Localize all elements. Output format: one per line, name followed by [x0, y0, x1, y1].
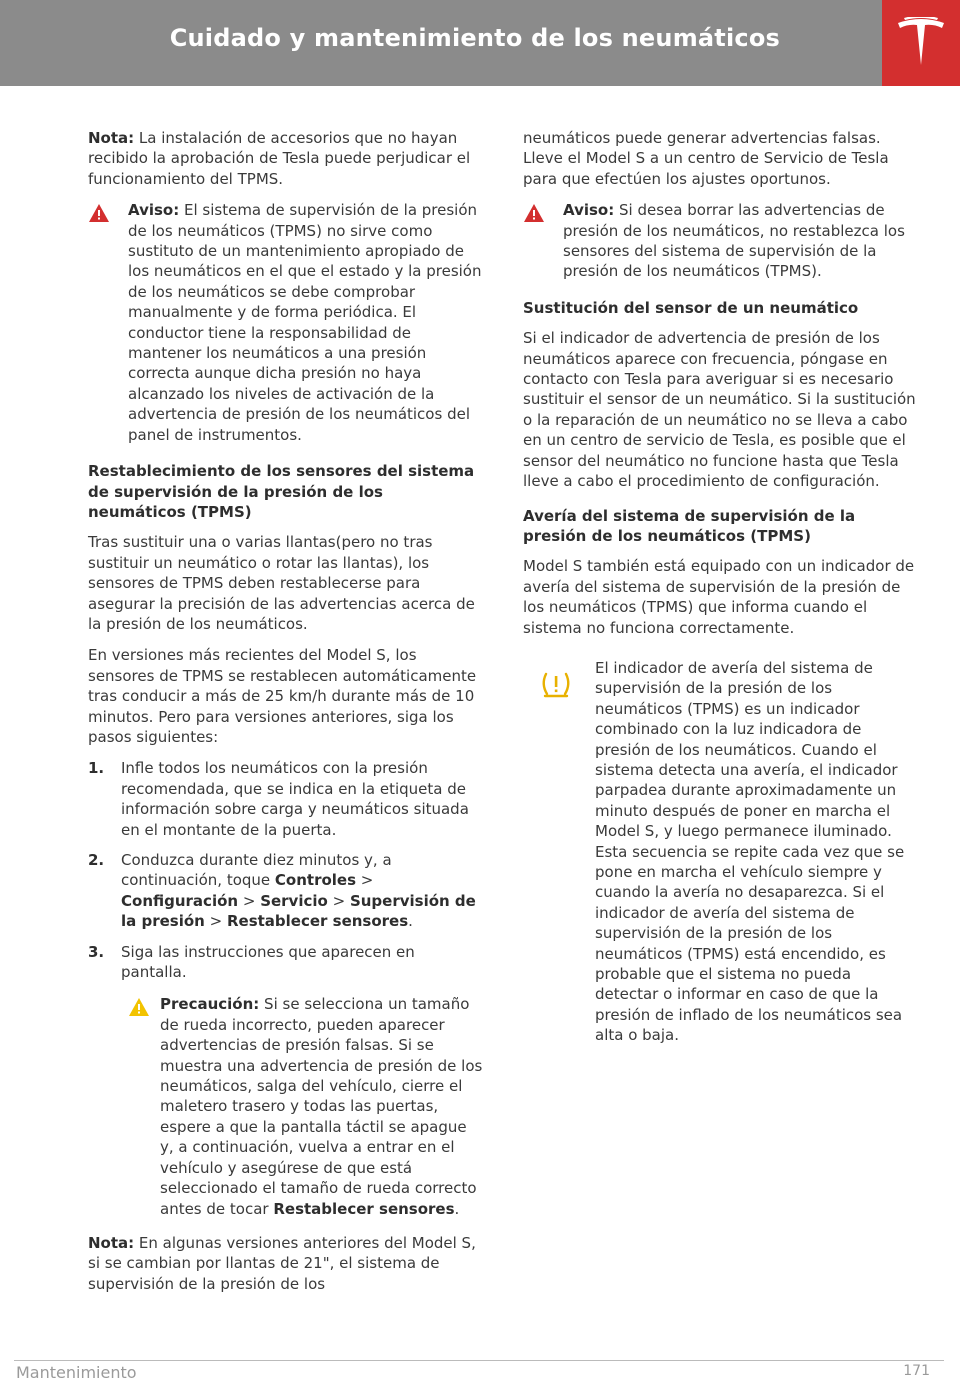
tesla-logo-box [882, 0, 960, 86]
warning-text: Si desea borrar las advertencias de presión de los neumáticos, no restablezca los sensores del sistema de supervisión de la presión de los neumáticos (TPMS). [563, 201, 905, 281]
reset-sensors-heading: Restablecimiento de los sensores del sistema de supervisión de la presión de los neumáticos (TPMS) [88, 462, 475, 521]
warning-triangle-icon [88, 203, 110, 223]
tpms-fault-heading: Avería del sistema de supervisión de la presión de los neumáticos (TPMS) [523, 506, 856, 545]
menu-path-configuracion: Configuración [121, 891, 239, 910]
note-label: Nota: [88, 1233, 135, 1252]
caution-bold-action: Restablecer sensores [273, 1199, 455, 1218]
warning-triangle-icon [523, 203, 545, 223]
path-separator: > [356, 871, 374, 890]
left-column [88, 128, 484, 1305]
caution-wheel-size [88, 994, 484, 1218]
caution-text: Si se selecciona un tamaño de rueda incorrecto, pueden aparecer advertencias de presión falsas. Si se muestra una advertencia de presión de los neumáticos, salga del vehículo, cierre el maletero trasero y todas las puertas, espere a que la pantalla táctil se apague y, a continuación, vuelva a entrar en el vehículo y asegúrese de que está seleccionado el tamaño de rueda correcto antes de tocar [160, 995, 483, 1218]
menu-path-servicio: Servicio [260, 891, 328, 910]
continued-paragraph: neumáticos puede generar advertencias falsas. Lleve el Model S a un centro de Servicio de Tesla para que efectúen los ajustes oportunos. [523, 129, 889, 188]
path-separator: > [238, 891, 261, 910]
tpms-fault-indicator-block [523, 658, 917, 1046]
header-bar [0, 0, 882, 86]
footer-page-number: 171 [903, 1363, 930, 1379]
step-end: . [408, 912, 413, 931]
tpms-warning-icon [539, 670, 573, 700]
sensor-replacement-paragraph: Si el indicador de advertencia de presión de los neumáticos aparece con frecuencia, póngase en contacto con Tesla para averiguar si es necesario sustituir el sensor de un neumático. Si la sustitución o la reparación de un neumático no se lleva a cabo en un centro de servicio de Tesla, es posible que el sensor del neumático no funcione hasta que Tesla lleve a cabo el procedimiento de configuración. [523, 329, 916, 491]
menu-path-supervision: Supervisión de la presión [121, 891, 476, 931]
list-item [88, 758, 484, 840]
list-item [88, 850, 484, 932]
path-separator: > [327, 891, 350, 910]
tpms-fault-paragraph: Model S también está equipado con un indicador de avería del sistema de supervisión de la presión de los neumáticos (TPMS) que informa cuando el sistema no funciona correctamente. [523, 557, 915, 637]
step-number: 2. [88, 851, 105, 869]
right-column [523, 128, 917, 1046]
note-21-inch [88, 1233, 484, 1294]
path-separator: > [204, 912, 227, 931]
step-number: 1. [88, 759, 105, 778]
warning-tpms-maintenance [88, 200, 484, 445]
footer-section-name: Mantenimiento [16, 1363, 137, 1382]
step-number: 3. [88, 942, 105, 961]
reset-paragraph-2: En versiones más recientes del Model S, los sensores de TPMS se restablecen automáticamente tras conducir a más de 25 km/h durante más de 10 minutos. Pero para versiones anteriores, siga los pasos siguientes: [88, 646, 477, 746]
step-text: Infle todos los neumáticos con la presión recomendada, que se indica en la etiqueta de información sobre carga y neumáticos situada en el montante de la puerta. [121, 759, 469, 839]
reset-paragraph-1: Tras sustituir una o varias llantas(pero no tras sustituir un neumático o rotar las llantas), los sensores de TPMS deben restablecerse para asegurar la precisión de las advertencias acerca de la presión de los neumáticos. [88, 533, 475, 633]
step-text: Siga las instrucciones que aparecen en pantalla. [121, 942, 415, 982]
warning-label: Aviso: [563, 201, 615, 220]
warning-text: El sistema de supervisión de la presión de los neumáticos (TPMS) no sirve como sustituto de un mantenimiento apropiado de los neumáticos en el que el estado y la presión de los neumáticos se debe comprobar manualmente y de forma periódica. El conductor tiene la responsabilidad de mantener los neumáticos a una presión correcta aunque dicha presión no haya alcanzado los niveles de activación de la advertencia de presión de los neumáticos del panel de instrumentos. [128, 201, 482, 444]
note-accessories [88, 128, 484, 189]
sensor-replacement-heading: Sustitución del sensor de un neumático [523, 298, 859, 317]
caution-label: Precaución: [160, 995, 260, 1014]
footer-divider [14, 1360, 944, 1361]
note-label: Nota: [88, 129, 135, 147]
warning-label: Aviso: [128, 201, 180, 220]
step-text: Conduzca durante diez minutos y, a continuación, toque [121, 851, 392, 890]
warning-clear-alerts [523, 200, 917, 282]
note-text: La instalación de accesorios que no hayan recibido la aprobación de Tesla puede perjudicar el funcionamiento del TPMS. [88, 129, 471, 188]
note-text: En algunas versiones anteriores del Model S, si se cambian por llantas de 21", el sistema de supervisión de la presión de los [88, 1233, 476, 1293]
menu-path-controles: Controles [274, 871, 357, 890]
page-title: Cuidado y mantenimiento de los neumáticos [169, 24, 780, 52]
caution-triangle-icon [128, 997, 150, 1017]
tesla-logo-icon [896, 17, 946, 69]
caution-end: . [454, 1199, 460, 1218]
tpms-fault-indicator-text: El indicador de avería del sistema de supervisión de la presión de los neumáticos (TPMS) es un indicador combinado con la luz indicadora de presión de los neumáticos. Cuando el sistema detecta una avería, el indicador parpadea durante aproximadamente un minuto después de poner en marcha el Model S, y luego permanece iluminado. Esta secuencia se repite cada vez que se pone en marcha el vehículo siempre y cuando la avería no desaparezca. Si el indicador de avería del sistema de supervisión de la presión de los neumáticos (TPMS) está encendido, es probable que el sistema no pueda detectar o informar en caso de que la presión de inflado de los neumáticos sea alta o baja. [595, 658, 905, 1045]
menu-path-restablecer: Restablecer sensores [226, 912, 409, 931]
list-item [88, 942, 484, 1219]
reset-steps-list [88, 758, 484, 1219]
